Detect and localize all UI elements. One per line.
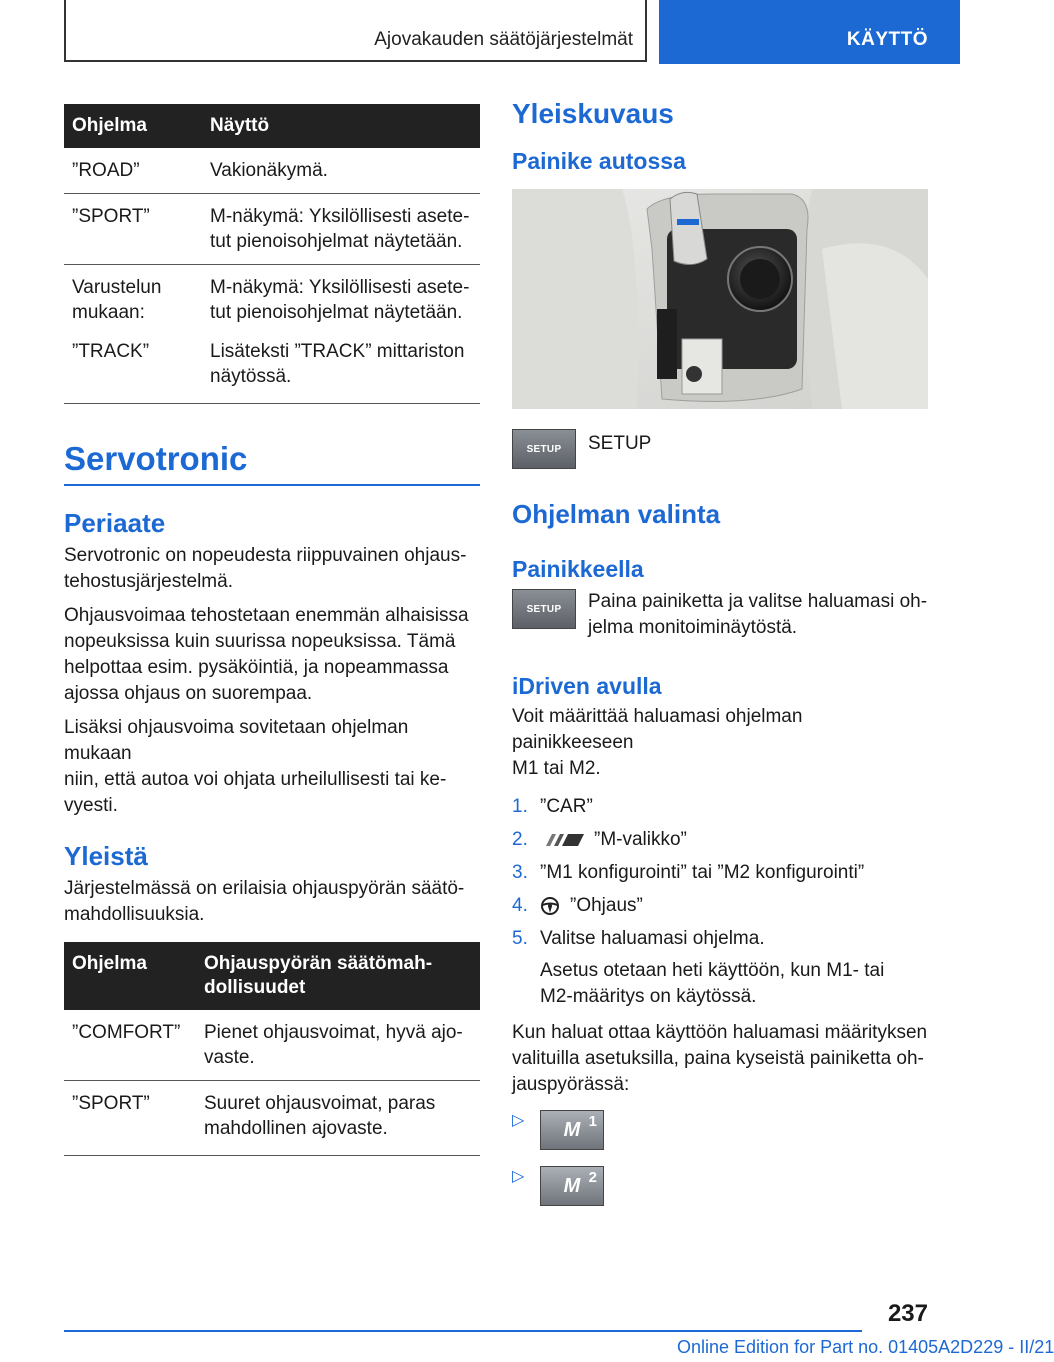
servotronic-title: Servotronic [64,440,248,477]
paragraph: Lisäksi ohjausvoima sovitetaan ohjelman mukaan niin, että autoa voi ohjata urheilullisesti tai ke- vyesti. [64,717,447,816]
m1-button-icon [540,1110,604,1150]
table-cell: ”COMFORT” [64,1010,196,1081]
header-section-box [64,0,647,62]
painike-autossa-title: Painike autossa [512,148,686,174]
list-item [512,893,928,919]
table-cell: ”ROAD” [64,148,202,194]
bullet-m1 [512,1110,928,1150]
setup-button-icon: SETUP [512,429,576,469]
m1-label: M [563,1118,581,1141]
servotronic-heading-block [64,440,480,486]
table-cell: ”SPORT” [64,1081,196,1156]
table-row [64,329,480,404]
chapter-tab [659,0,960,64]
yleista-title: Yleistä [64,841,148,871]
final-paragraph: Kun haluat ottaa käyttöön haluamasi määrityksen valituilla asetuksilla, paina kyseistä painiketta oh- jauspyörässä: [512,1022,928,1095]
table-row [64,194,480,265]
ohjelman-valinta-title: Ohjelman valinta [512,499,721,529]
setup-legend [512,429,928,469]
table-cell: Pienet ohjausvoimat, hyvä ajo- vaste. [196,1010,480,1081]
step-number: 1. [512,796,528,817]
steering-wheel-icon [540,896,560,916]
step-text: ”M1 konfigurointi” tai ”M2 konfigurointi” [540,862,865,883]
step-text: ”Ohjaus” [570,895,643,916]
steps-list [512,794,928,1010]
step-text: ”M-valikko” [594,829,687,850]
idrive-title: iDriven avulla [512,673,662,699]
table-row [64,265,480,330]
step-text: Valitse haluamasi ohjelma. [540,928,765,949]
footer-divider [64,1330,862,1332]
list-item [512,794,928,820]
paragraph: Ohjausvoimaa tehostetaan enemmän alhaisissa nopeuksissa kuin suurissa nopeuksissa. Tämä helpottaa esim. pysäköintiä, ja nopeammassa ajossa ohjaus on suorempaa. [64,605,469,704]
m1-sup: 1 [588,1113,597,1130]
left-column [64,104,480,1156]
bullet-m2 [512,1166,928,1206]
table-cell: ”TRACK” [64,329,202,404]
center-console-photo [512,189,928,409]
table-cell: Varustelun mukaan: [72,277,162,323]
step-number: 5. [512,928,528,949]
page-number: 237 [887,1300,928,1327]
painikkeella-title: Painikkeella [512,556,644,582]
list-item [512,926,928,1010]
painikkeella-instruction [512,589,928,641]
bullet-triangle-icon: ▷ [512,1112,525,1129]
step-note: Asetus otetaan heti käyttöön, kun M1- tai M2-määritys on käytössä. [540,960,885,1007]
setup-button-icon: SETUP [512,589,576,629]
section-title: Ajovakauden säätöjärjestelmät [374,29,633,50]
paragraph: Servotronic on nopeudesta riippuvainen ohjaus- tehostusjärjestelmä. [64,545,467,592]
table-header-display: Näyttö [202,104,480,148]
table-cell: ”SPORT” [64,194,202,265]
step-number: 4. [512,895,528,916]
table-cell: Lisäteksti ”TRACK” mittariston näytössä. [202,329,480,404]
steering-program-table [64,942,480,1156]
m2-sup: 2 [588,1169,597,1186]
center-console-illustration [512,189,928,409]
chapter-tab-label: KÄYTTÖ [846,29,928,50]
table-cell: Vakionäkymä. [202,148,480,194]
online-edition-text: Online Edition for Part no. 01405A2D229 - II/21 [677,1337,1054,1357]
bullet-triangle-icon: ▷ [512,1168,525,1185]
right-column [512,98,928,1206]
table-header-steering: Ohjauspyörän säätömah- dollisuudet [196,942,480,1010]
setup-label: SETUP [588,433,652,454]
m2-label: M [563,1174,581,1197]
step-number: 2. [512,829,528,850]
table-cell: M-näkymä: Yksilöllisesti asete- tut pienoisohjelmat näytetään. [210,277,470,323]
table-row [64,148,480,194]
m-menu-icon [540,833,586,847]
table-row [64,1010,480,1081]
list-item [512,860,928,886]
step-text: ”CAR” [540,796,593,817]
m2-button-icon [540,1166,604,1206]
step-number: 3. [512,862,528,883]
table-cell: M-näkymä: Yksilöllisesti asete- tut pienoisohjelmat näytetään. [202,194,480,265]
table-header-program: Ohjelma [64,942,196,1010]
yleiskuvaus-title: Yleiskuvaus [512,98,674,129]
paragraph: Järjestelmässä on erilaisia ohjauspyörän säätö- mahdollisuuksia. [64,878,465,925]
table-header-program: Ohjelma [64,104,202,148]
table-cell: Suuret ohjausvoimat, paras mahdollinen ajovaste. [196,1081,480,1156]
painikkeella-text: Paina painiketta ja valitse haluamasi oh- jelma monitoiminäytöstä. [588,591,928,638]
periaate-title: Periaate [64,508,166,538]
display-program-table [64,104,480,404]
list-item [512,827,928,853]
table-row [64,1081,480,1156]
idrive-text: Voit määrittää haluamasi ohjelman painikkeeseen M1 tai M2. [512,706,803,779]
